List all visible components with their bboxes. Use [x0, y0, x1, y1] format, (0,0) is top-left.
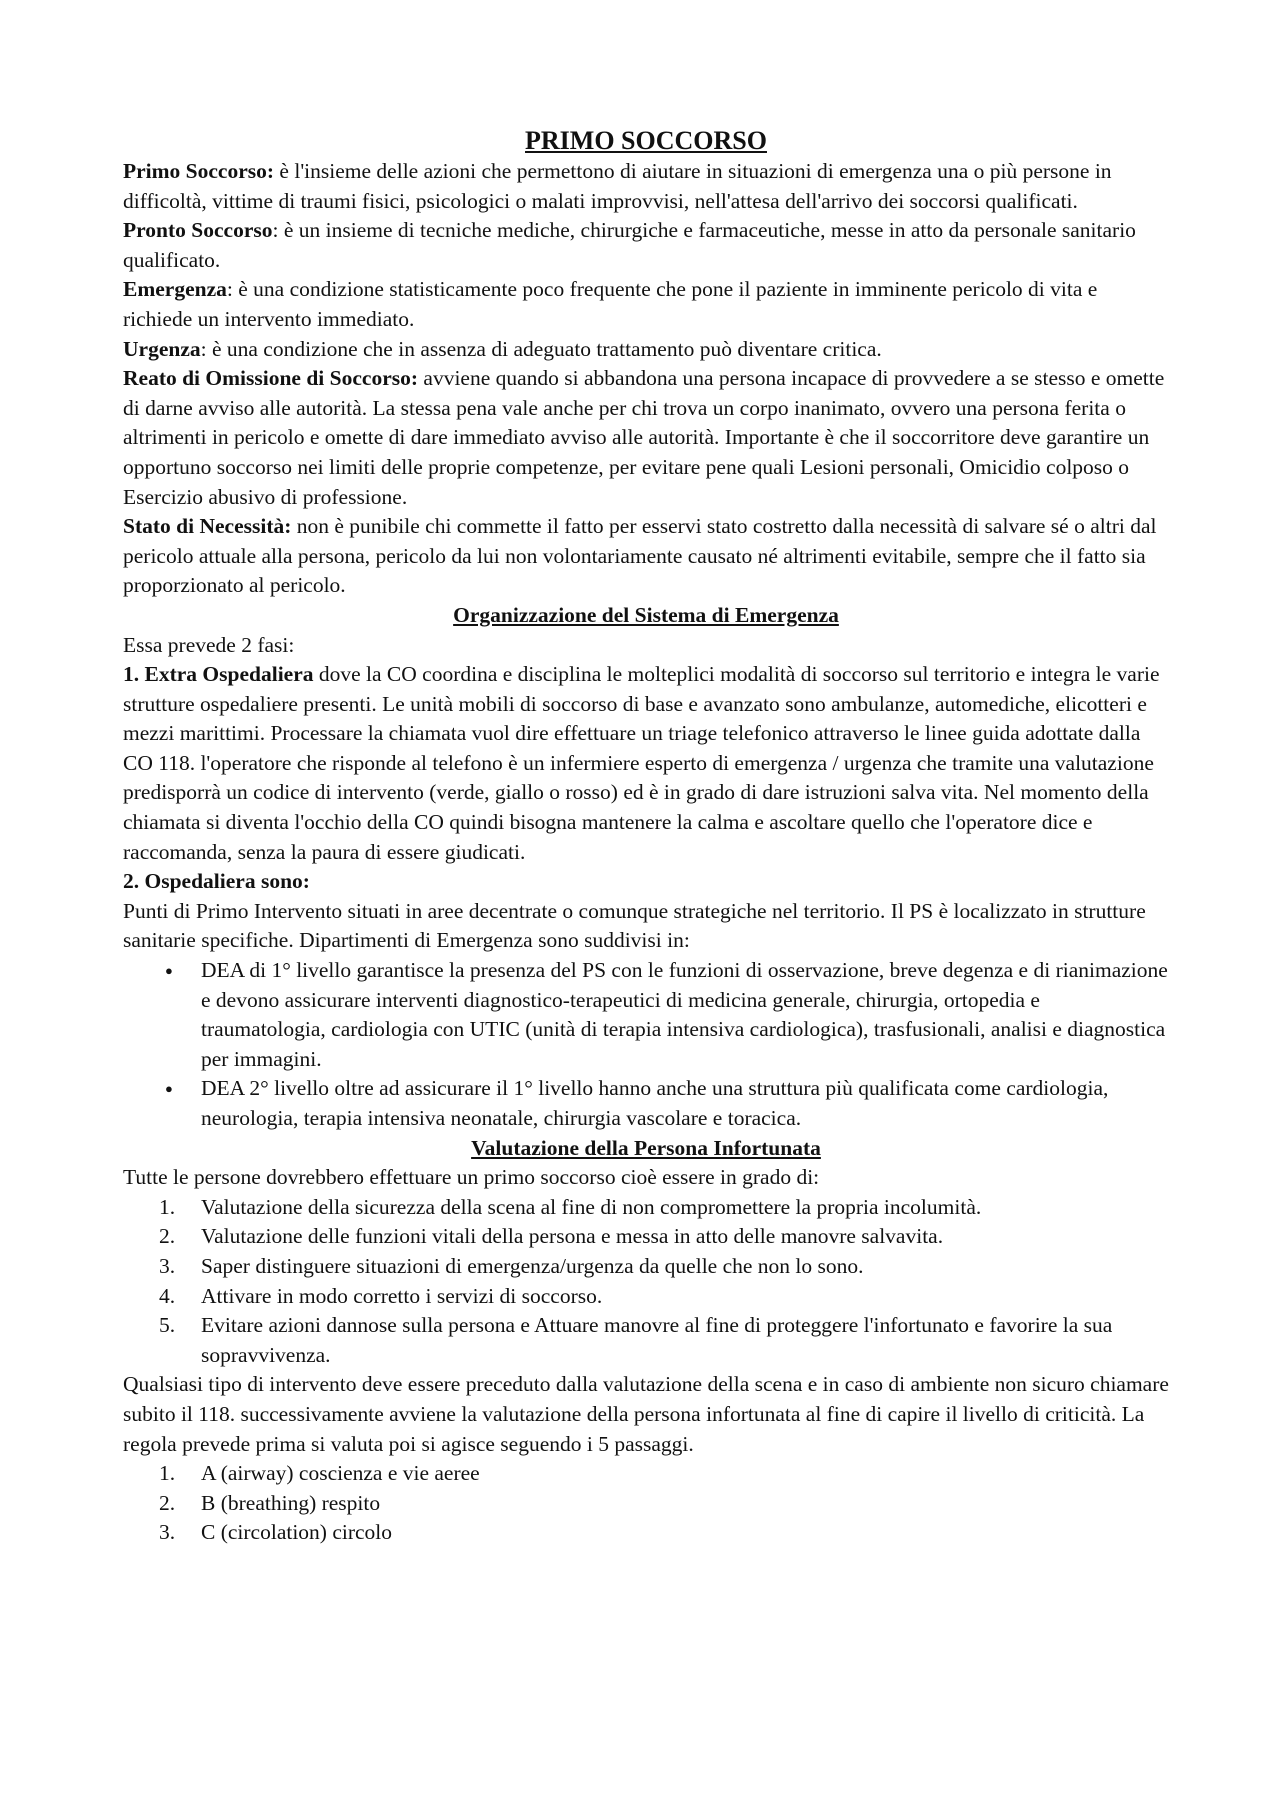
definition-omissione-soccorso: [123, 364, 1169, 512]
phase-ospedaliera-term: [123, 867, 1169, 897]
document-content: [123, 124, 1169, 1548]
list-item-text: Valutazione delle funzioni vitali della persona e messa in atto delle manovre salvavita.: [201, 1224, 944, 1249]
list-item-text: Valutazione della sicurezza della scena al fine di non compromettere la propria incolumità.: [201, 1194, 982, 1219]
list-number: 3.: [159, 1520, 176, 1545]
abc-steps-list: [123, 1459, 1169, 1548]
list-number: 4.: [159, 1283, 176, 1308]
section-heading-organizzazione: Organizzazione del Sistema di Emergenza: [453, 602, 839, 627]
list-item-text: C (circolation) circolo: [201, 1520, 393, 1545]
list-item: [159, 1518, 1169, 1548]
list-number: 3.: [159, 1253, 176, 1278]
list-item: ● DEA di 1° livello garantisce la presenza del PS con le funzioni di osservazione, breve degenza e di rianimazione e devono assicurare interventi diagnostico-terapeutici di medicina generale, chirurgia, ortopedia e traumatologia, cardiologia con UTIC (unità di terapia intensiva cardiologica), trasfusionali, analisi e diagnostica per immagini.: [201, 956, 1169, 1074]
list-number: 1.: [159, 1194, 176, 1219]
definition-text: : è una condizione che in assenza di adeguato trattamento può diventare critica.: [200, 336, 882, 361]
list-number: 2.: [159, 1224, 176, 1249]
definition-pronto-soccorso: [123, 216, 1169, 275]
definition-text: : è un insieme di tecniche mediche, chirurgiche e farmaceutiche, messe in atto da personale sanitario qualificato.: [123, 218, 1136, 272]
definition-stato-necessita: [123, 512, 1169, 601]
phase-term: 2. Ospedaliera sono:: [123, 869, 310, 894]
definition-term: Reato di Omissione di Soccorso:: [123, 366, 419, 391]
list-number: 5.: [159, 1313, 176, 1338]
section1-intro: Essa prevede 2 fasi:: [123, 632, 295, 657]
section2-paragraph: Qualsiasi tipo di intervento deve essere preceduto dalla valutazione della scena e in caso di ambiente non sicuro chiamare subito il 118. successivamente avviene la valutazione della persona infortunata al fine di capire il livello di criticità. La regola prevede prima si valuta poi si agisce seguendo i 5 passaggi.: [123, 1372, 1169, 1456]
definition-text: non è punibile chi commette il fatto per esservi stato costretto dalla necessità di salvare sé o altri dal pericolo attuale alla persona, pericolo da lui non volontariamente causato né altrimenti evitabile, sempre che il fatto sia proporzionato al pericolo.: [123, 514, 1157, 598]
dea-bullet-list: [123, 956, 1169, 1134]
list-number: 1.: [159, 1461, 176, 1486]
list-item: [159, 1252, 1169, 1282]
definition-text: è l'insieme delle azioni che permettono di aiutare in situazioni di emergenza una o più persone in difficoltà, vittime di traumi fisici, psicologici o malati improvvisi, nell'attesa dell'arrivo dei soccorsi qualificati.: [123, 159, 1112, 213]
phase-text: dove la CO coordina e disciplina le molteplici modalità di soccorso sul territorio e integra le varie strutture ospedaliere presenti. Le unità mobili di soccorso di base e avanzato sono ambulanze, automediche, elicotteri e mezzi marittimi. Processare la chiamata vuol dire effettuare un triage telefonico attraverso le linee guida adottate dalla CO 118. l'operatore che risponde al telefono è un infermiere esperto di emergenza / urgenza che tramite una valutazione predisporrà un codice di intervento (verde, giallo o rosso) ed è in grado di dare istruzioni salva vita. Nel momento della chiamata si diventa l'occhio della CO quindi bisogna mantenere la calma e ascoltare quello che l'operatore dice e raccomanda, senza la paura di essere giudicati.: [123, 662, 1160, 864]
definition-term: Pronto Soccorso: [123, 218, 273, 243]
definition-text: avviene quando si abbandona una persona incapace di provvedere a se stesso e omette di darne avviso alle autorità. La stessa pena vale anche per chi trova un corpo inanimato, ovvero una persona ferita o altrimenti in pericolo e omette di dare immediato avviso alle autorità. Importante è che il soccorritore deve garantire un opportuno soccorso nei limiti delle proprie competenze, per evitare pene quali Lesioni personali, Omicidio colposo o Esercizio abusivo di professione.: [123, 366, 1165, 509]
list-item: [159, 1459, 1169, 1489]
list-item: ● DEA 2° livello oltre ad assicurare il 1° livello hanno anche una struttura più qualificata come cardiologia, neurologia, terapia intensiva neonatale, chirurgia vascolare e toracica.: [201, 1074, 1169, 1133]
phase-term: 1. Extra Ospedaliera: [123, 662, 314, 687]
page-title: PRIMO SOCCORSO: [525, 126, 767, 155]
list-number: 2.: [159, 1490, 176, 1515]
list-item-text: A (airway) coscienza e vie aeree: [201, 1461, 480, 1486]
definition-term: Stato di Necessità:: [123, 514, 292, 539]
definition-term: Emergenza: [123, 277, 227, 302]
phase-extra-ospedaliera: [123, 660, 1169, 867]
definition-emergenza: [123, 275, 1169, 334]
phase-ospedaliera-text: Punti di Primo Intervento situati in aree decentrate o comunque strategiche nel territorio. Il PS è localizzato in strutture sanitarie specifiche. Dipartimenti di Emergenza sono suddivisi in:: [123, 898, 1146, 953]
abilities-numbered-list: [123, 1193, 1169, 1371]
definition-primo-soccorso: [123, 157, 1169, 216]
list-item: [159, 1193, 1169, 1223]
list-item: [159, 1222, 1169, 1252]
list-item: [159, 1282, 1169, 1312]
definition-urgenza: [123, 335, 1169, 365]
list-item-text: B (breathing) respito: [201, 1490, 381, 1515]
list-item-text: Attivare in modo corretto i servizi di soccorso.: [201, 1283, 603, 1308]
definition-term: Primo Soccorso:: [123, 159, 275, 183]
list-item: [159, 1311, 1169, 1370]
list-item-text: Saper distinguere situazioni di emergenza/urgenza da quelle che non lo sono.: [201, 1253, 864, 1278]
section-heading-valutazione: Valutazione della Persona Infortunata: [471, 1135, 821, 1160]
list-item-text: Evitare azioni dannose sulla persona e Attuare manovre al fine di proteggere l'infortunato e favorire la sua sopravvivenza.: [201, 1313, 1113, 1367]
definition-text: : è una condizione statisticamente poco frequente che pone il paziente in imminente pericolo di vita e richiede un intervento immediato.: [123, 277, 1098, 331]
definition-term: Urgenza: [123, 336, 201, 361]
section2-intro: Tutte le persone dovrebbero effettuare un primo soccorso cioè essere in grado di:: [123, 1165, 820, 1190]
list-item: [159, 1489, 1169, 1519]
